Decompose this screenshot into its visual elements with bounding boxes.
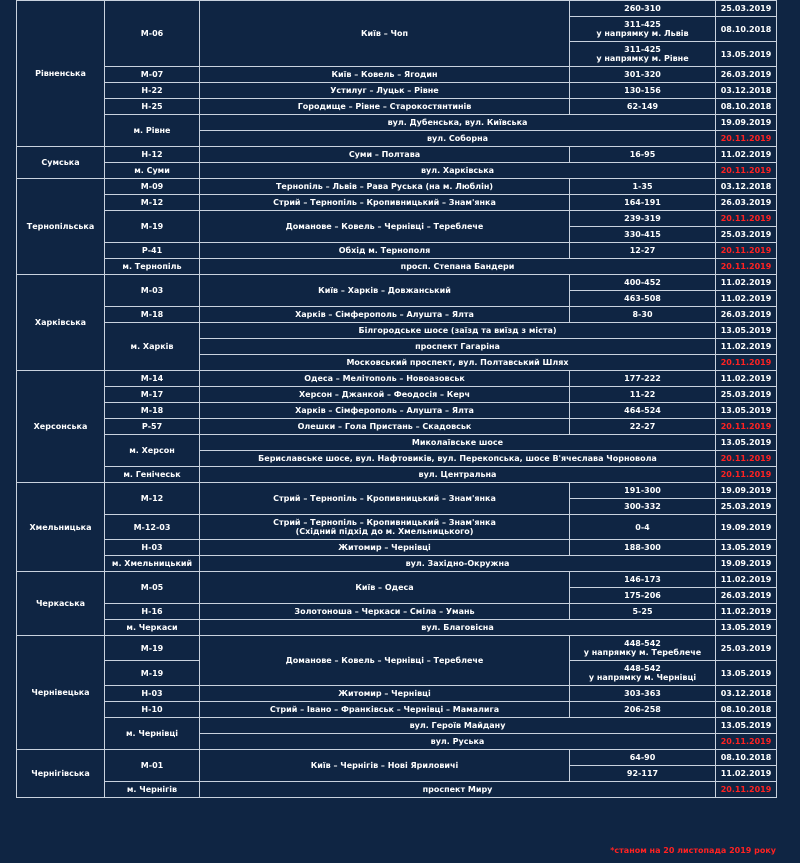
region-cell: Харківська <box>17 275 105 371</box>
route-cell: вул. Дубенська, вул. Київська <box>200 115 716 131</box>
table-row <box>17 387 777 403</box>
route-cell: Миколаївське шосе <box>200 435 716 451</box>
km-cell: 16-95 <box>570 147 716 163</box>
date-cell: 11.02.2019 <box>716 604 777 620</box>
table-row <box>17 540 777 556</box>
km-cell: 0-4 <box>570 515 716 540</box>
date-cell: 11.02.2019 <box>716 275 777 291</box>
km-cell: 177-222 <box>570 371 716 387</box>
table-row <box>17 718 777 734</box>
date-cell: 13.05.2019 <box>716 323 777 339</box>
road-number-cell: М-17 <box>105 387 200 403</box>
date-cell: 25.03.2019 <box>716 227 777 243</box>
road-number-cell: м. Тернопіль <box>105 259 200 275</box>
road-number-cell: Н-03 <box>105 540 200 556</box>
road-number-cell: М-12 <box>105 483 200 515</box>
table-row <box>17 636 777 661</box>
route-cell: вул. Харківська <box>200 163 716 179</box>
date-cell: 11.02.2019 <box>716 291 777 307</box>
table-row <box>17 147 777 163</box>
route-cell: Доманове – Ковель – Чернівці – Тереблече <box>200 211 570 243</box>
table-row <box>17 115 777 131</box>
km-cell: 164-191 <box>570 195 716 211</box>
route-cell: Харків – Сімферополь – Алушта – Ялта <box>200 307 570 323</box>
road-number-cell: М-06 <box>105 1 200 67</box>
route-cell: Херсон – Джанкой – Феодосія – Керч <box>200 387 570 403</box>
route-cell: вул. Західно-Окружна <box>200 556 716 572</box>
route-cell: вул. Руська <box>200 734 716 750</box>
km-cell: 206-258 <box>570 702 716 718</box>
route-cell: Київ – Одеса <box>200 572 570 604</box>
table-row <box>17 419 777 435</box>
table-row <box>17 750 777 766</box>
road-number-cell: м. Генічеськ <box>105 467 200 483</box>
date-cell: 19.09.2019 <box>716 515 777 540</box>
date-cell: 13.05.2019 <box>716 435 777 451</box>
route-cell: Київ – Чоп <box>200 1 570 67</box>
table-row <box>17 620 777 636</box>
road-number-cell: м. Чернігів <box>105 782 200 798</box>
date-cell: 26.03.2019 <box>716 307 777 323</box>
route-cell: Золотоноша – Черкаси – Сміла – Умань <box>200 604 570 620</box>
road-number-cell: Н-22 <box>105 83 200 99</box>
date-cell: 08.10.2018 <box>716 702 777 718</box>
route-cell: Устилуг – Луцьк – Рівне <box>200 83 570 99</box>
table-row <box>17 371 777 387</box>
km-cell: 300-332 <box>570 499 716 515</box>
route-cell: Городище – Рівне – Старокостянтинів <box>200 99 570 115</box>
date-cell: 19.09.2019 <box>716 115 777 131</box>
table-row <box>17 467 777 483</box>
table-row <box>17 403 777 419</box>
table-row <box>17 83 777 99</box>
date-cell: 11.02.2019 <box>716 766 777 782</box>
route-cell: Обхід м. Тернополя <box>200 243 570 259</box>
date-cell: 20.11.2019 <box>716 419 777 435</box>
region-cell: Чернігівська <box>17 750 105 798</box>
km-cell: 260-310 <box>570 1 716 17</box>
region-cell: Чернівецька <box>17 636 105 750</box>
road-number-cell: Н-10 <box>105 702 200 718</box>
km-cell: 12-27 <box>570 243 716 259</box>
region-cell: Черкаська <box>17 572 105 636</box>
table-row <box>17 702 777 718</box>
route-cell: Стрий – Тернопіль – Кропивницький – Знам'янка (Східний підхід до м. Хмельницького) <box>200 515 570 540</box>
road-number-cell: м. Харків <box>105 323 200 371</box>
table-body <box>17 1 777 798</box>
route-cell: Олешки – Гола Пристань – Скадовськ <box>200 419 570 435</box>
route-cell: Доманове – Ковель – Чернівці – Тереблече <box>200 636 570 686</box>
route-cell: вул. Соборна <box>200 131 716 147</box>
road-number-cell: м. Рівне <box>105 115 200 147</box>
road-number-cell: Н-03 <box>105 686 200 702</box>
road-number-cell: М-01 <box>105 750 200 782</box>
route-cell: Стрий – Івано – Франківськ – Чернівці – Мамалига <box>200 702 570 718</box>
table-row <box>17 515 777 540</box>
road-number-cell: м. Херсон <box>105 435 200 467</box>
date-cell: 11.02.2019 <box>716 371 777 387</box>
road-number-cell: Р-41 <box>105 243 200 259</box>
road-number-cell: Н-16 <box>105 604 200 620</box>
km-cell: 64-90 <box>570 750 716 766</box>
region-cell: Рівненська <box>17 1 105 147</box>
km-cell: 239-319 <box>570 211 716 227</box>
footnote: *станом на 20 листопада 2019 року <box>610 846 776 855</box>
km-cell: 301-320 <box>570 67 716 83</box>
road-number-cell: М-19 <box>105 636 200 661</box>
route-cell: Стрий – Тернопіль – Кропивницький – Знам'янка <box>200 195 570 211</box>
km-cell: 303-363 <box>570 686 716 702</box>
date-cell: 25.03.2019 <box>716 387 777 403</box>
route-cell: вул. Благовісна <box>200 620 716 636</box>
region-cell: Хмельницька <box>17 483 105 572</box>
road-number-cell: М-09 <box>105 179 200 195</box>
km-cell: 8-30 <box>570 307 716 323</box>
route-cell: Стрий – Тернопіль – Кропивницький – Знам'янка <box>200 483 570 515</box>
km-cell: 448-542 у напрямку м. Чернівці <box>570 661 716 686</box>
road-number-cell: М-14 <box>105 371 200 387</box>
road-repair-table <box>16 0 777 798</box>
route-cell: вул. Центральна <box>200 467 716 483</box>
date-cell: 19.09.2019 <box>716 556 777 572</box>
date-cell: 19.09.2019 <box>716 483 777 499</box>
route-cell: Білгородське шосе (заїзд та виїзд з міста) <box>200 323 716 339</box>
date-cell: 25.03.2019 <box>716 636 777 661</box>
region-cell: Сумська <box>17 147 105 179</box>
date-cell: 11.02.2019 <box>716 147 777 163</box>
table-row <box>17 604 777 620</box>
date-cell: 13.05.2019 <box>716 403 777 419</box>
km-cell: 448-542 у напрямку м. Тереблече <box>570 636 716 661</box>
date-cell: 20.11.2019 <box>716 451 777 467</box>
date-cell: 20.11.2019 <box>716 734 777 750</box>
date-cell: 03.12.2018 <box>716 179 777 195</box>
date-cell: 03.12.2018 <box>716 686 777 702</box>
road-number-cell: М-12-03 <box>105 515 200 540</box>
road-number-cell: Н-25 <box>105 99 200 115</box>
road-number-cell: М-03 <box>105 275 200 307</box>
road-number-cell: М-07 <box>105 67 200 83</box>
date-cell: 13.05.2019 <box>716 540 777 556</box>
date-cell: 08.10.2018 <box>716 17 777 42</box>
road-number-cell: м. Хмельницький <box>105 556 200 572</box>
km-cell: 1-35 <box>570 179 716 195</box>
km-cell: 11-22 <box>570 387 716 403</box>
date-cell: 26.03.2019 <box>716 67 777 83</box>
route-cell: Московський проспект, вул. Полтавський Шлях <box>200 355 716 371</box>
route-cell: Бериславське шосе, вул. Нафтовиків, вул. Перекопська, шосе В'ячеслава Чорновола <box>200 451 716 467</box>
date-cell: 25.03.2019 <box>716 1 777 17</box>
table-row <box>17 275 777 291</box>
date-cell: 20.11.2019 <box>716 163 777 179</box>
km-cell: 464-524 <box>570 403 716 419</box>
route-cell: Київ – Харків – Довжанський <box>200 275 570 307</box>
route-cell: Суми – Полтава <box>200 147 570 163</box>
km-cell: 130-156 <box>570 83 716 99</box>
route-cell: вул. Героїв Майдану <box>200 718 716 734</box>
route-cell: Житомир – Чернівці <box>200 540 570 556</box>
table-row <box>17 195 777 211</box>
km-cell: 62-149 <box>570 99 716 115</box>
date-cell: 13.05.2019 <box>716 42 777 67</box>
date-cell: 11.02.2019 <box>716 572 777 588</box>
date-cell: 26.03.2019 <box>716 588 777 604</box>
date-cell: 20.11.2019 <box>716 782 777 798</box>
table-row <box>17 259 777 275</box>
date-cell: 20.11.2019 <box>716 467 777 483</box>
road-number-cell: М-18 <box>105 307 200 323</box>
table-row <box>17 323 777 339</box>
date-cell: 13.05.2019 <box>716 620 777 636</box>
region-cell: Херсонська <box>17 371 105 483</box>
table-row <box>17 782 777 798</box>
km-cell: 330-415 <box>570 227 716 243</box>
km-cell: 311-425 у напрямку м. Рівне <box>570 42 716 67</box>
date-cell: 20.11.2019 <box>716 131 777 147</box>
table-row <box>17 67 777 83</box>
table-row <box>17 556 777 572</box>
road-number-cell: м. Черкаси <box>105 620 200 636</box>
route-cell: проспект Миру <box>200 782 716 798</box>
road-number-cell: Р-57 <box>105 419 200 435</box>
table-row <box>17 1 777 17</box>
date-cell: 11.02.2019 <box>716 339 777 355</box>
route-cell: просп. Степана Бандери <box>200 259 716 275</box>
date-cell: 08.10.2018 <box>716 750 777 766</box>
km-cell: 146-173 <box>570 572 716 588</box>
date-cell: 26.03.2019 <box>716 195 777 211</box>
route-cell: Житомир – Чернівці <box>200 686 570 702</box>
table-row <box>17 163 777 179</box>
region-cell: Тернопільська <box>17 179 105 275</box>
table-row <box>17 572 777 588</box>
road-number-cell: Н-12 <box>105 147 200 163</box>
km-cell: 311-425 у напрямку м. Львів <box>570 17 716 42</box>
km-cell: 92-117 <box>570 766 716 782</box>
road-number-cell: М-19 <box>105 211 200 243</box>
km-cell: 191-300 <box>570 483 716 499</box>
road-number-cell: м. Чернівці <box>105 718 200 750</box>
date-cell: 25.03.2019 <box>716 499 777 515</box>
table-row <box>17 243 777 259</box>
date-cell: 13.05.2019 <box>716 661 777 686</box>
route-cell: Тернопіль – Львів – Рава Руська (на м. Люблін) <box>200 179 570 195</box>
route-cell: проспект Гагаріна <box>200 339 716 355</box>
date-cell: 20.11.2019 <box>716 355 777 371</box>
road-number-cell: М-12 <box>105 195 200 211</box>
km-cell: 22-27 <box>570 419 716 435</box>
route-cell: Одеса – Мелітополь – Новоазовськ <box>200 371 570 387</box>
road-number-cell: М-19 <box>105 661 200 686</box>
km-cell: 400-452 <box>570 275 716 291</box>
table-row <box>17 99 777 115</box>
date-cell: 20.11.2019 <box>716 259 777 275</box>
road-number-cell: м. Суми <box>105 163 200 179</box>
route-cell: Київ – Чернігів – Нові Яриловичі <box>200 750 570 782</box>
table-row <box>17 179 777 195</box>
table-row <box>17 435 777 451</box>
road-number-cell: М-05 <box>105 572 200 604</box>
date-cell: 08.10.2018 <box>716 99 777 115</box>
km-cell: 5-25 <box>570 604 716 620</box>
table-row <box>17 483 777 499</box>
table-row <box>17 686 777 702</box>
km-cell: 463-508 <box>570 291 716 307</box>
date-cell: 20.11.2019 <box>716 243 777 259</box>
date-cell: 13.05.2019 <box>716 718 777 734</box>
date-cell: 20.11.2019 <box>716 211 777 227</box>
road-number-cell: М-18 <box>105 403 200 419</box>
table-row <box>17 211 777 227</box>
date-cell: 03.12.2018 <box>716 83 777 99</box>
km-cell: 175-206 <box>570 588 716 604</box>
table-row <box>17 307 777 323</box>
km-cell: 188-300 <box>570 540 716 556</box>
route-cell: Харків – Сімферополь – Алушта – Ялта <box>200 403 570 419</box>
route-cell: Київ – Ковель – Ягодин <box>200 67 570 83</box>
